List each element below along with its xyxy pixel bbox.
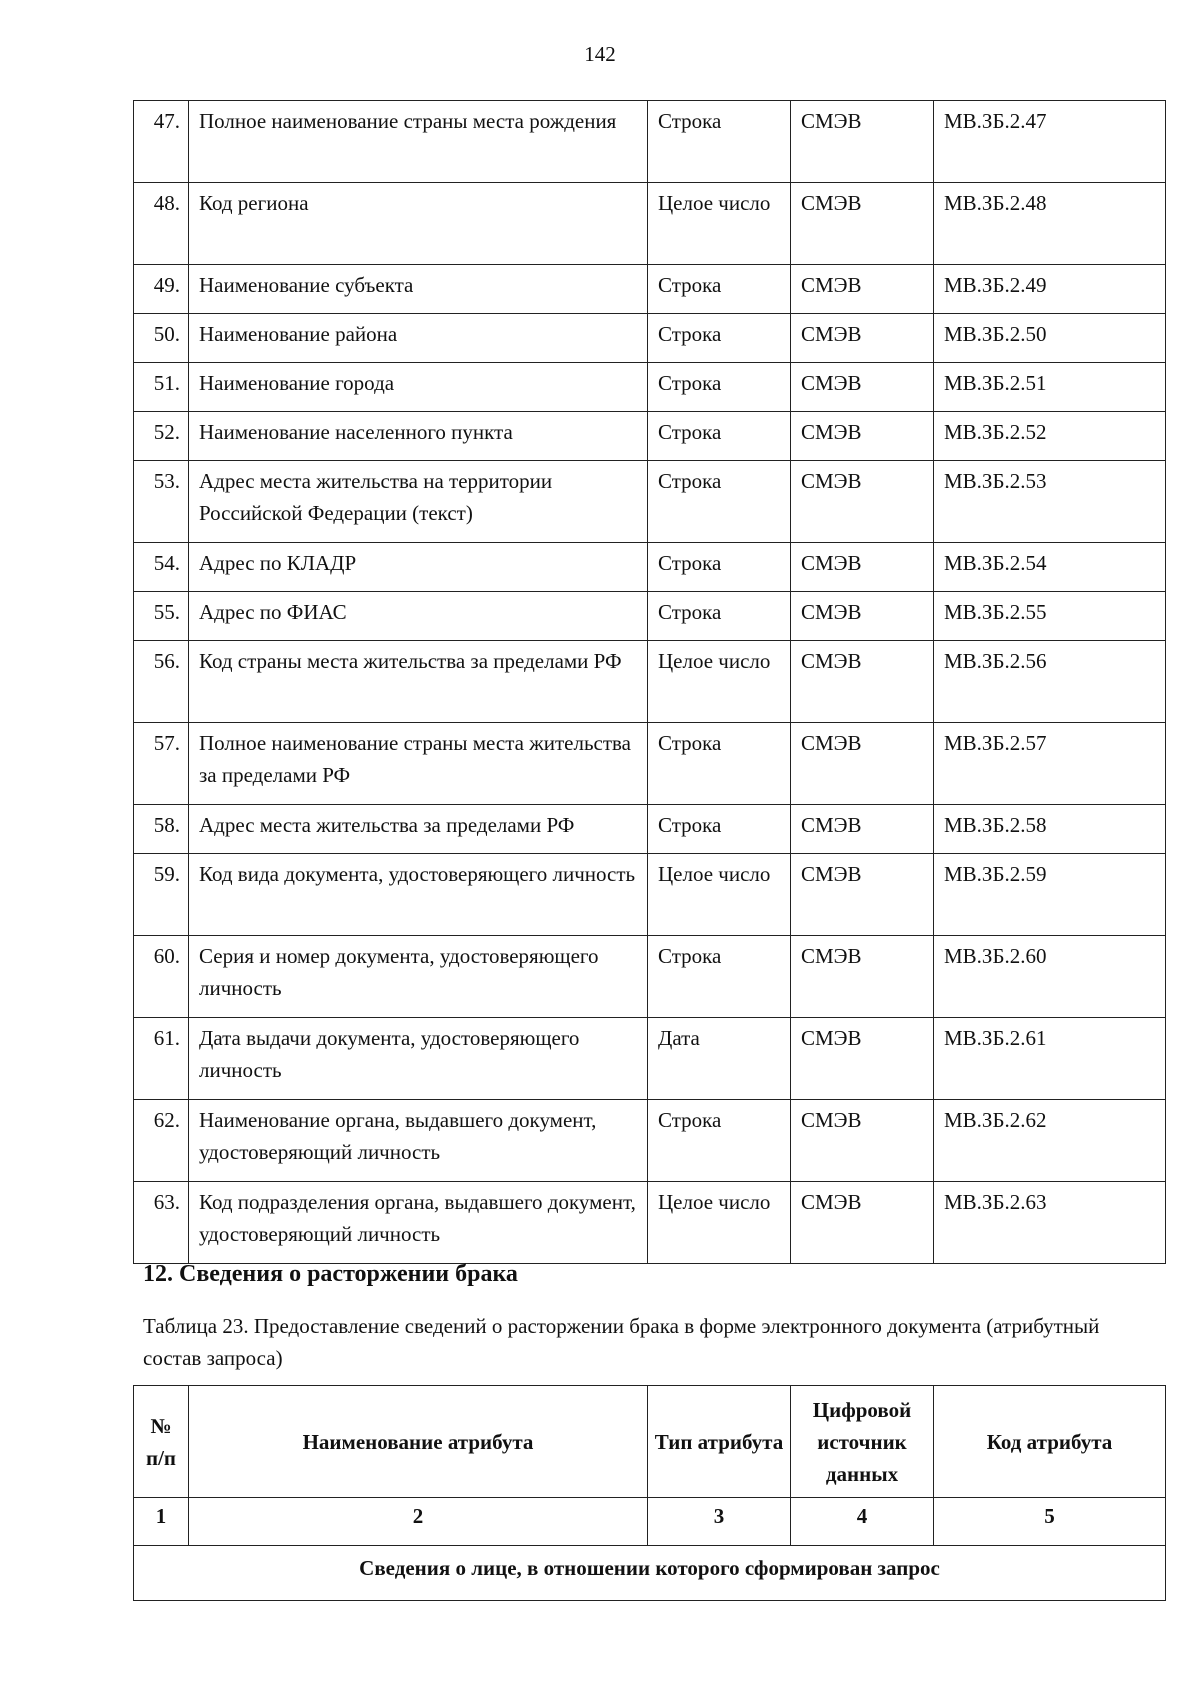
attribute-code: МВ.ЗБ.2.55 xyxy=(934,592,1166,641)
data-source: СМЭВ xyxy=(791,592,934,641)
attribute-type: Дата xyxy=(648,1018,791,1100)
attribute-name: Код региона xyxy=(189,183,648,265)
attribute-code: МВ.ЗБ.2.54 xyxy=(934,543,1166,592)
attribute-name: Дата выдачи документа, удостоверяющего личность xyxy=(189,1018,648,1100)
row-number: 47. xyxy=(134,101,189,183)
attribute-code: МВ.ЗБ.2.57 xyxy=(934,723,1166,805)
data-source: СМЭВ xyxy=(791,363,934,412)
row-number: 53. xyxy=(134,461,189,543)
attribute-type: Целое число xyxy=(648,641,791,723)
header-name: Наименование атрибута xyxy=(189,1386,648,1498)
column-number: 1 xyxy=(134,1498,189,1546)
row-number: 49. xyxy=(134,265,189,314)
data-source: СМЭВ xyxy=(791,543,934,592)
attribute-code: МВ.ЗБ.2.58 xyxy=(934,805,1166,854)
header-type: Тип атрибута xyxy=(648,1386,791,1498)
table-row xyxy=(134,363,1166,412)
row-number: 63. xyxy=(134,1182,189,1264)
attribute-type: Строка xyxy=(648,936,791,1018)
attribute-code: МВ.ЗБ.2.47 xyxy=(934,101,1166,183)
attribute-type: Строка xyxy=(648,265,791,314)
data-source: СМЭВ xyxy=(791,265,934,314)
subsection-title: Сведения о лице, в отношении которого сформирован запрос xyxy=(134,1546,1166,1601)
data-source: СМЭВ xyxy=(791,641,934,723)
attribute-name: Наименование района xyxy=(189,314,648,363)
data-source: СМЭВ xyxy=(791,1182,934,1264)
attribute-name: Адрес по ФИАС xyxy=(189,592,648,641)
row-number: 48. xyxy=(134,183,189,265)
row-number: 57. xyxy=(134,723,189,805)
header-num: № п/п xyxy=(134,1386,189,1498)
table-row xyxy=(134,183,1166,265)
table-row xyxy=(134,854,1166,936)
data-source: СМЭВ xyxy=(791,461,934,543)
attribute-code: МВ.ЗБ.2.62 xyxy=(934,1100,1166,1182)
table-caption: Таблица 23. Предоставление сведений о расторжении брака в форме электронного документа (атрибутный состав запроса) xyxy=(143,1314,1100,1370)
data-source: СМЭВ xyxy=(791,805,934,854)
table-row xyxy=(134,936,1166,1018)
attribute-code: МВ.ЗБ.2.60 xyxy=(934,936,1166,1018)
attribute-name: Наименование субъекта xyxy=(189,265,648,314)
attribute-code: МВ.ЗБ.2.52 xyxy=(934,412,1166,461)
table-23 xyxy=(133,1385,1166,1601)
row-number: 62. xyxy=(134,1100,189,1182)
data-source: СМЭВ xyxy=(791,936,934,1018)
data-source: СМЭВ xyxy=(791,183,934,265)
data-source: СМЭВ xyxy=(791,101,934,183)
table-row xyxy=(134,1018,1166,1100)
attribute-code: МВ.ЗБ.2.53 xyxy=(934,461,1166,543)
column-number: 4 xyxy=(791,1498,934,1546)
attribute-name: Наименование города xyxy=(189,363,648,412)
attribute-type: Строка xyxy=(648,461,791,543)
table-row xyxy=(134,543,1166,592)
attribute-code: МВ.ЗБ.2.56 xyxy=(934,641,1166,723)
attribute-name: Код вида документа, удостоверяющего личность xyxy=(189,854,648,936)
attribute-type: Целое число xyxy=(648,183,791,265)
attribute-name: Полное наименование страны места жительства за пределами РФ xyxy=(189,723,648,805)
table-row xyxy=(134,723,1166,805)
attribute-type: Строка xyxy=(648,314,791,363)
header-code: Код атрибута xyxy=(934,1386,1166,1498)
attributes-table xyxy=(133,100,1166,1264)
attribute-name: Адрес по КЛАДР xyxy=(189,543,648,592)
subsection-row xyxy=(134,1546,1166,1601)
attribute-code: МВ.ЗБ.2.61 xyxy=(934,1018,1166,1100)
attribute-code: МВ.ЗБ.2.50 xyxy=(934,314,1166,363)
attribute-code: МВ.ЗБ.2.51 xyxy=(934,363,1166,412)
column-number: 3 xyxy=(648,1498,791,1546)
data-source: СМЭВ xyxy=(791,1018,934,1100)
table-23-header-row xyxy=(134,1386,1166,1498)
data-source: СМЭВ xyxy=(791,723,934,805)
row-number: 60. xyxy=(134,936,189,1018)
data-source: СМЭВ xyxy=(791,854,934,936)
attribute-code: МВ.ЗБ.2.48 xyxy=(934,183,1166,265)
table-row xyxy=(134,412,1166,461)
row-number: 51. xyxy=(134,363,189,412)
row-number: 56. xyxy=(134,641,189,723)
table-row xyxy=(134,1182,1166,1264)
attribute-type: Строка xyxy=(648,543,791,592)
row-number: 61. xyxy=(134,1018,189,1100)
table-row xyxy=(134,592,1166,641)
table-row xyxy=(134,101,1166,183)
column-number: 2 xyxy=(189,1498,648,1546)
header-source: Цифровой источник данных xyxy=(791,1386,934,1498)
data-source: СМЭВ xyxy=(791,412,934,461)
column-number-row xyxy=(134,1498,1166,1546)
attribute-type: Целое число xyxy=(648,1182,791,1264)
row-number: 52. xyxy=(134,412,189,461)
attributes-table-body xyxy=(134,101,1166,1264)
attribute-type: Строка xyxy=(648,1100,791,1182)
attribute-type: Строка xyxy=(648,723,791,805)
attribute-name: Серия и номер документа, удостоверяющего личность xyxy=(189,936,648,1018)
table-row xyxy=(134,1100,1166,1182)
row-number: 50. xyxy=(134,314,189,363)
attribute-type: Строка xyxy=(648,101,791,183)
attribute-name: Адрес места жительства на территории Российской Федерации (текст) xyxy=(189,461,648,543)
attribute-name: Код страны места жительства за пределами РФ xyxy=(189,641,648,723)
row-number: 59. xyxy=(134,854,189,936)
attribute-type: Целое число xyxy=(648,854,791,936)
table-row xyxy=(134,314,1166,363)
attribute-type: Строка xyxy=(648,412,791,461)
table-row xyxy=(134,641,1166,723)
attribute-name: Полное наименование страны места рождения xyxy=(189,101,648,183)
page-number: 142 xyxy=(584,42,616,66)
data-source: СМЭВ xyxy=(791,314,934,363)
attribute-type: Строка xyxy=(648,805,791,854)
row-number: 58. xyxy=(134,805,189,854)
attribute-code: МВ.ЗБ.2.49 xyxy=(934,265,1166,314)
attribute-name: Наименование населенного пункта xyxy=(189,412,648,461)
attribute-code: МВ.ЗБ.2.63 xyxy=(934,1182,1166,1264)
row-number: 54. xyxy=(134,543,189,592)
attribute-name: Наименование органа, выдавшего документ, удостоверяющий личность xyxy=(189,1100,648,1182)
attribute-type: Строка xyxy=(648,363,791,412)
table-row xyxy=(134,805,1166,854)
table-row xyxy=(134,265,1166,314)
table-row xyxy=(134,461,1166,543)
attribute-name: Код подразделения органа, выдавшего документ, удостоверяющий личность xyxy=(189,1182,648,1264)
attribute-type: Строка xyxy=(648,592,791,641)
column-number: 5 xyxy=(934,1498,1166,1546)
section-heading: 12. Сведения о расторжении брака xyxy=(143,1261,518,1287)
attribute-name: Адрес места жительства за пределами РФ xyxy=(189,805,648,854)
attribute-code: МВ.ЗБ.2.59 xyxy=(934,854,1166,936)
data-source: СМЭВ xyxy=(791,1100,934,1182)
row-number: 55. xyxy=(134,592,189,641)
